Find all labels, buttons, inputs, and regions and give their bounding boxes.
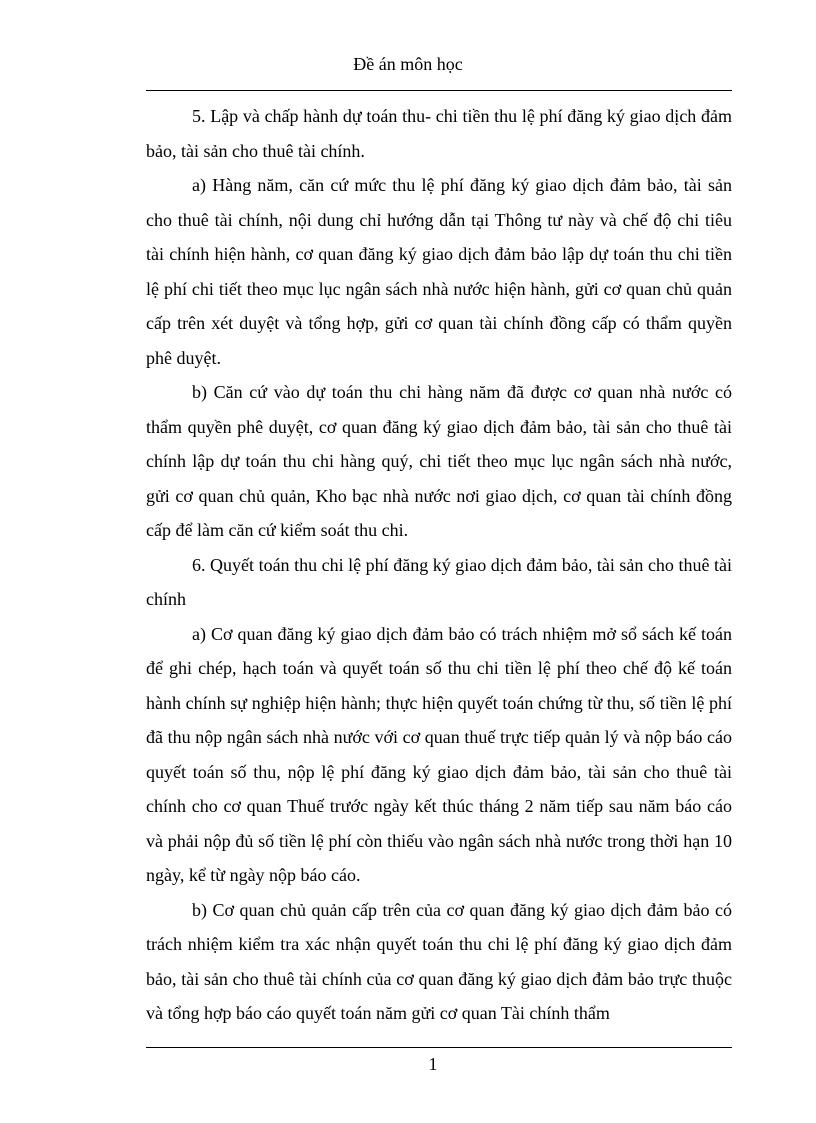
paragraph-6b: b) Cơ quan chủ quản cấp trên của cơ quan đăng ký giao dịch đảm bảo có trách nhiệm kiểm tra xác nhận quyết toán thu chi lệ phí đăng ký giao dịch đảm bảo, tài sản cho thuê tài chính của cơ quan đăng ký giao dịch đảm bảo trực thuộc và tổng hợp báo cáo quyết toán năm gửi cơ quan Tài chính thẩm (146, 899, 732, 1023)
paragraph-section-6: 6. Quyết toán thu chi lệ phí đăng ký giao dịch đảm bảo, tài sản cho thuê tài chính (146, 554, 732, 609)
footer-divider (146, 1047, 732, 1048)
header-divider (146, 90, 732, 91)
page-header-title: Đề án môn học (353, 54, 463, 74)
paragraph-section-5: 5. Lập và chấp hành dự toán thu- chi tiền thu lệ phí đăng ký giao dịch đảm bảo, tài sản cho thuê tài chính. (146, 106, 732, 161)
page-number: 1 (428, 1054, 438, 1074)
paragraph-5b: b) Căn cứ vào dự toán thu chi hàng năm đã được cơ quan nhà nước có thẩm quyền phê duyệt, cơ quan đăng ký giao dịch đảm bảo, tài sản cho thuê tài chính lập dự toán thu chi hàng quý, chi tiết theo mục lục ngân sách nhà nước, gửi cơ quan chủ quản, Kho bạc nhà nước nơi giao dịch, cơ quan tài chính đồng cấp để làm căn cứ kiểm soát thu chi. (146, 382, 732, 540)
paragraph-5a: a) Hàng năm, căn cứ mức thu lệ phí đăng ký giao dịch đảm bảo, tài sản cho thuê tài chính, nội dung chỉ hướng dẫn tại Thông tư này và chế độ chi tiêu tài chính hiện hành, cơ quan đăng ký giao dịch đảm bảo lập dự toán thu chi tiền lệ phí chi tiết theo mục lục ngân sách nhà nước hiện hành, gửi cơ quan chủ quản cấp trên xét duyệt và tổng hợp, gửi cơ quan tài chính đồng cấp có thẩm quyền phê duyệt. (146, 175, 732, 368)
page-body (146, 99, 732, 1031)
paragraph-6a: a) Cơ quan đăng ký giao dịch đảm bảo có trách nhiệm mở sổ sách kế toán để ghi chép, hạch toán và quyết toán số thu chi tiền lệ phí theo chế độ kế toán hành chính sự nghiệp hiện hành; thực hiện quyết toán chứng từ thu, số tiền lệ phí đã thu nộp ngân sách nhà nước với cơ quan thuế trực tiếp quản lý và nộp báo cáo quyết toán số thu, nộp lệ phí đăng ký giao dịch đảm bảo, tài sản cho thuê tài chính cho cơ quan Thuế trước ngày kết thúc tháng 2 năm tiếp sau năm báo cáo và phải nộp đủ số tiền lệ phí còn thiếu vào ngân sách nhà nước trong thời hạn 10 ngày, kể từ ngày nộp báo cáo. (146, 623, 732, 885)
